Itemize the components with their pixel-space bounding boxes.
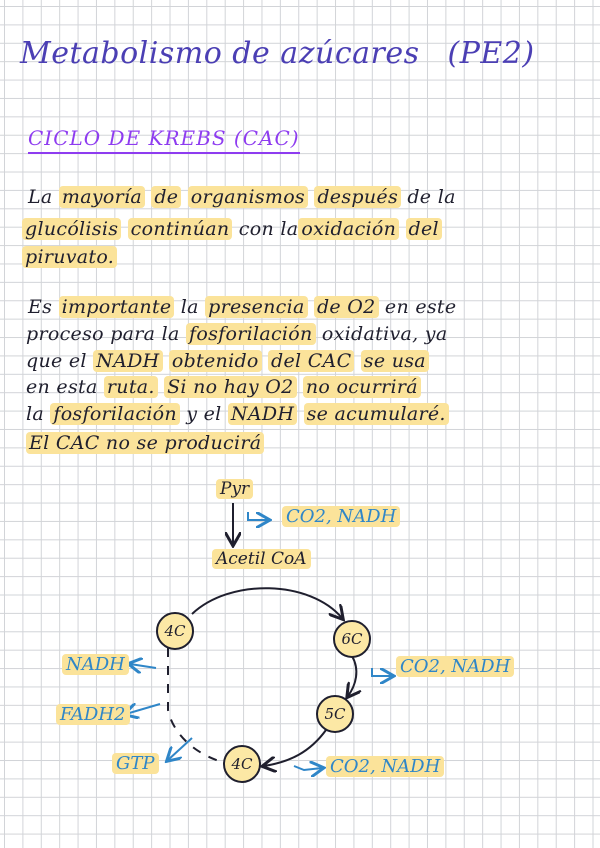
label-pyr: Pyr	[216, 479, 253, 499]
title-tag: (PE2)	[447, 36, 535, 71]
label-acetil-coa: Acetil CoA	[212, 549, 311, 569]
label-out-6c: CO2, NADH	[396, 656, 514, 677]
word: la	[437, 186, 456, 208]
arrow-out-5c	[294, 766, 322, 770]
arrow-out-nadh	[130, 664, 156, 668]
arrow-out-gtp	[168, 738, 192, 760]
word: la	[161, 323, 180, 345]
highlight-word: se acumularé.	[304, 403, 449, 425]
highlight-word: NADH	[93, 350, 162, 372]
word: la	[26, 403, 45, 425]
node-4c-bottom: 4C	[223, 745, 261, 783]
cycle-arc-bottom	[264, 730, 326, 766]
highlight-word: presencia	[205, 296, 307, 318]
label-out-5c: CO2, NADH	[326, 756, 444, 777]
arrow-pyr-products	[248, 512, 268, 520]
highlight-word: mayoría	[59, 186, 145, 208]
node-4c-top: 4C	[156, 612, 194, 650]
arrow-out-6c	[372, 668, 392, 676]
word: con	[238, 218, 274, 240]
section-heading: CICLO DE KREBS (CAC)	[28, 126, 300, 154]
node-5c: 5C	[316, 695, 354, 733]
word: Es	[28, 296, 53, 318]
label-pyr-products: CO2, NADH	[282, 506, 400, 527]
cycle-arc-right	[348, 656, 356, 696]
highlight-word: se usa	[361, 350, 429, 372]
word: y el	[186, 403, 222, 425]
word: de	[407, 186, 432, 208]
highlight-word: glucólisis	[22, 218, 121, 240]
cycle-arc-left	[168, 648, 222, 762]
word: la	[280, 218, 299, 240]
word: la	[180, 296, 199, 318]
highlight-word: Si no hay O2	[164, 376, 296, 398]
highlight-word: continúan	[128, 218, 233, 240]
highlight-word: de	[151, 186, 181, 208]
word: La	[28, 186, 53, 208]
highlight-word: importante	[59, 296, 175, 318]
highlight-word: no ocurrirá	[303, 376, 421, 398]
highlight-word: ruta.	[104, 376, 158, 398]
arrow-out-fadh2	[126, 704, 160, 714]
highlight-word: de O2	[314, 296, 379, 318]
title-main: Metabolismo de azúcares	[20, 36, 420, 71]
highlight-word: NADH	[228, 403, 297, 425]
word: en esta	[26, 376, 98, 398]
label-out-gtp: GTP	[112, 753, 159, 774]
highlight-word: obtenido	[169, 350, 262, 372]
highlight-word: El CAC no se producirá	[26, 432, 264, 454]
highlight-word: fosforilación	[50, 403, 180, 425]
word: proceso para	[26, 323, 156, 345]
label-out-nadh: NADH	[62, 654, 129, 675]
highlight-word: organismos	[188, 186, 308, 208]
cycle-arc-top	[192, 588, 342, 618]
word: oxidativa, ya	[321, 323, 448, 345]
highlight-word: del	[406, 218, 442, 240]
word: que el	[26, 350, 87, 372]
highlight-word: fosforilación	[186, 323, 316, 345]
word: en este	[384, 296, 457, 318]
label-out-fadh2: FADH2	[56, 704, 130, 725]
highlight-word: oxidación	[298, 218, 399, 240]
node-6c: 6C	[333, 620, 371, 658]
highlight-word: piruvato.	[22, 246, 117, 268]
highlight-word: del CAC	[268, 350, 354, 372]
highlight-word: después	[314, 186, 401, 208]
